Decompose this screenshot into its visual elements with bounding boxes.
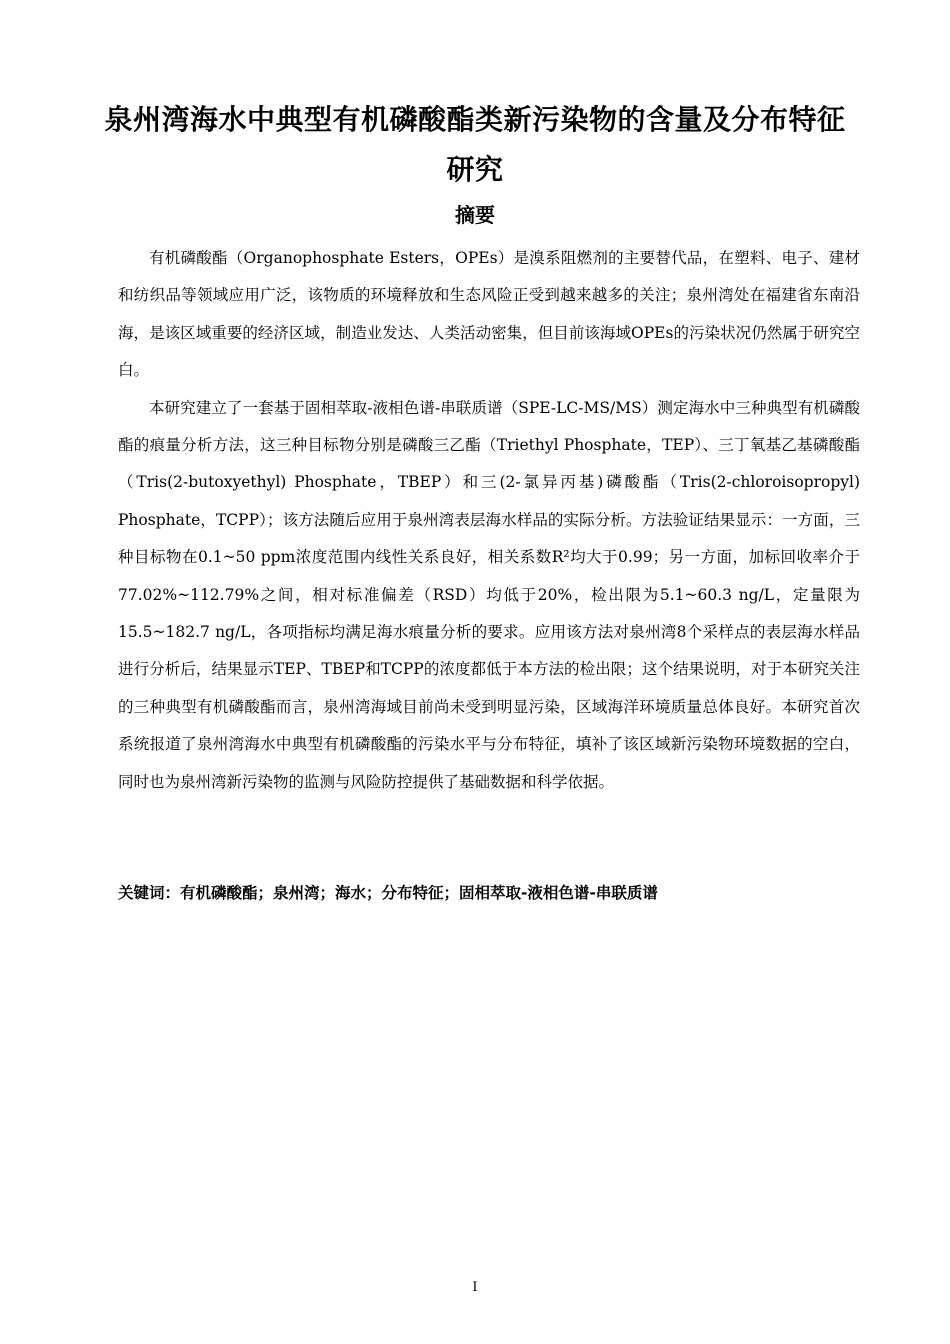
page-number: I: [472, 1280, 478, 1295]
keywords-line: 关键词：有机磷酸酯；泉州湾；海水；分布特征；固相萃取-液相色谱-串联质谱: [118, 884, 658, 902]
abstract-heading: 摘要: [455, 203, 495, 227]
abstract-paragraph-1: 有机磷酸酯（Organophosphate Esters，OPEs）是溴系阻燃剂的主要替代品，在塑料、电子、建材和纺织品等领域应用广泛，该物质的环境释放和生态风险正受到越来越多的关注；泉州湾处在福建省东南沿海，是该区域重要的经济区域，制造业发达、人类活动密集，但目前该海域OPEs的污染状况仍然属于研究空白。: [118, 249, 860, 380]
abstract-paragraph-2: 本研究建立了一套基于固相萃取-液相色谱-串联质谱（SPE-LC-MS/MS）测定海水中三种典型有机磷酸酯的痕量分析方法，这三种目标物分别是磷酸三乙酯（Triethyl Phosphate，TEP）、三丁氧基乙基磷酸酯（Tris(2-butoxyethyl) Phosphate，TBEP）和三(2-氯异丙基)磷酸酯（Tris(2-chloroisopropyl) Phosphate，TCPP）；该方法随后应用于泉州湾表层海水样品的实际分析。方法验证结果显示：一方面，三种目标物在0.1~50 ppm浓度范围内线性关系良好，相关系数R²均大于0.99；另一方面，加标回收率介于77.02%~112.79%之间，相对标准偏差（RSD）均低于20%，检出限为5.1~60.3 ng/L，定量限为15.5~182.7 ng/L，各项指标均满足海水痕量分析的要求。应用该方法对泉州湾8个采样点的表层海水样品进行分析后，结果显示TEP、TBEP和TCPP的浓度都低于本方法的检出限；这个结果说明，对于本研究关注的三种典型有机磷酸酯而言，泉州湾海域目前尚未受到明显污染，区域海洋环境质量总体良好。本研究首次系统报道了泉州湾海水中典型有机磷酸酯的污染水平与分布特征，填补了该区域新污染物环境数据的空白，同时也为泉州湾新污染物的监测与风险防控提供了基础数据和科学依据。: [118, 398, 860, 791]
abstract-body: [118, 240, 860, 801]
document-title: 泉州湾海水中典型有机磷酸酯类新污染物的含量及分布特征研究: [104, 103, 846, 186]
